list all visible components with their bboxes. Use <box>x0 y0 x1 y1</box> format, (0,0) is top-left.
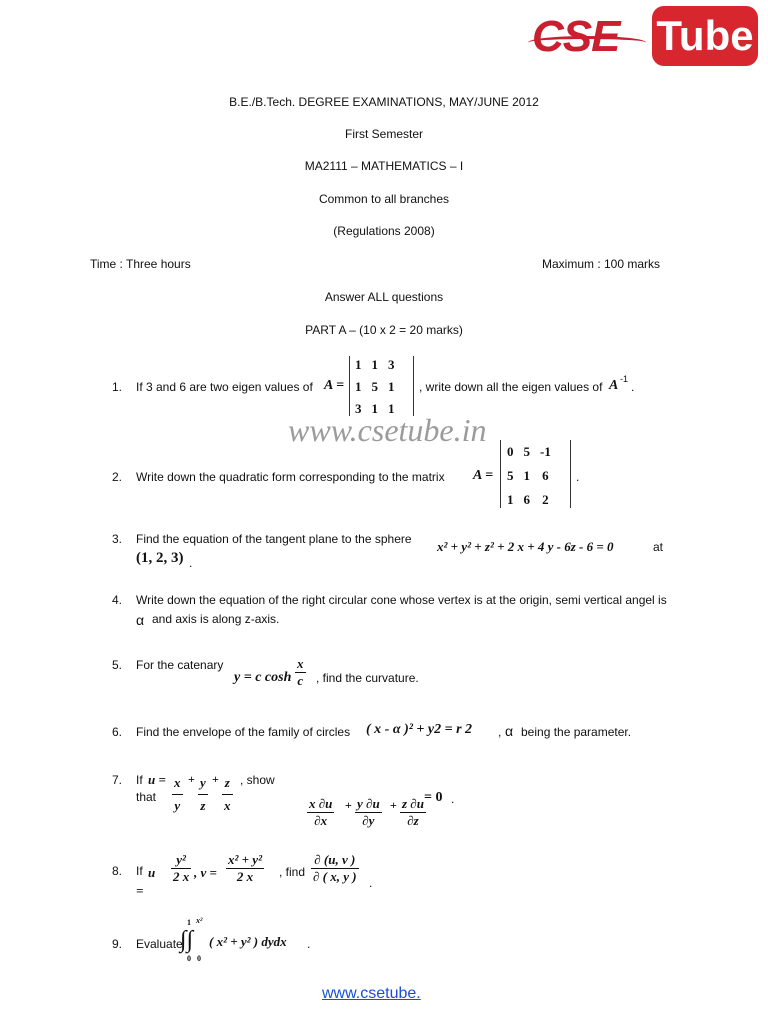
question-text: Find the envelope of the family of circles <box>136 725 351 739</box>
question-number: 1. <box>112 380 123 394</box>
alpha-symbol: α <box>136 612 145 628</box>
plus-sign: + <box>212 772 219 786</box>
evaluate-word: Evaluate <box>136 937 183 951</box>
at-word: at <box>653 540 664 554</box>
instruction: Answer ALL questions <box>324 290 444 304</box>
term-x-du-dx: $\frac{x \partial u}{\partial x}$ <box>309 796 333 828</box>
course-code: MA2111 – MATHEMATICS – I <box>304 159 464 173</box>
upper-limit-inner: x² <box>196 916 203 925</box>
question-text: For the catenary <box>136 658 224 672</box>
punctuation: . <box>576 470 580 484</box>
matrix-lhs: A = <box>324 378 345 393</box>
punctuation: . <box>369 876 373 890</box>
part-heading: PART A – (10 x 2 = 20 marks) <box>305 323 463 337</box>
plus-sign: + <box>390 798 397 812</box>
question-text: If 3 and 6 are two eigen values of <box>136 380 313 394</box>
u-equals: u = <box>136 865 156 898</box>
lower-limit-inner: 0 <box>197 954 201 963</box>
logo-tube-badge: Tube <box>652 6 758 66</box>
if-word: If <box>136 773 143 787</box>
find-word: , find <box>279 865 306 879</box>
question-number: 6. <box>112 725 123 739</box>
logo-cse-text: CSE <box>532 12 620 61</box>
integrand: ( x² + y² ) dydx <box>209 934 287 949</box>
exam-time: Time : Three hours <box>90 257 191 271</box>
catenary-equation: y = c cosh <box>234 670 292 685</box>
term-z-du-dz: $\frac{z \partial u}{\partial z}$ <box>402 796 424 828</box>
circle-equation: ( x - α )² + y2 = r 2 <box>366 722 473 737</box>
question-number: 4. <box>112 593 123 607</box>
question-number: 9. <box>112 937 123 951</box>
upper-limit-outer: 1 <box>187 918 191 927</box>
fraction-z-over-x: $\frac{z}{x}$ <box>222 772 233 817</box>
if-word: If <box>136 864 143 878</box>
csetube-logo <box>532 6 762 68</box>
jacobian: $\frac{\partial (u, v )}{\partial ( x, y )}$ <box>313 852 357 884</box>
semester: First Semester <box>344 127 423 141</box>
term-y-du-dy: $\frac{y \partial u}{\partial y}$ <box>357 796 380 828</box>
matrix-lhs: A = <box>473 468 494 483</box>
question-text: Write down the equation of the right circular cone whose vertex is at the origin, semi vertical angel is <box>136 593 667 607</box>
question-text-continued: and axis is along z-axis. <box>152 612 280 626</box>
question-text-continued: , find the curvature. <box>316 671 419 685</box>
fraction-y2-over-2x: $\frac{\text{y²}}{2 x}$ <box>173 852 190 884</box>
maximum-marks: Maximum : 100 marks <box>542 257 661 271</box>
right-bracket <box>413 356 414 416</box>
fraction-x-over-y: $\frac{x}{y}$ <box>172 772 183 817</box>
u-equals: u = <box>148 772 166 787</box>
v-equals: , v = <box>194 865 217 880</box>
question-number: 2. <box>112 470 123 484</box>
comma: , <box>498 725 502 739</box>
regulations: (Regulations 2008) <box>333 224 435 238</box>
matrix-a: 1 1 3 1 5 1 3 1 1 <box>355 357 395 416</box>
common-to: Common to all branches <box>318 192 450 206</box>
inverse-symbol: A <box>609 378 619 393</box>
question-text: Write down the quadratic form corresponding to the matrix <box>136 470 445 484</box>
plus-sign: + <box>188 772 195 786</box>
fraction-x2-plus-y2-over-2x: $\frac{\text{x² + y²}}{2 x}$ <box>228 852 262 884</box>
question-number: 3. <box>112 532 123 546</box>
punctuation: . <box>451 792 455 806</box>
matrix-a: 0 5 -1 5 1 6 1 6 2 <box>507 444 551 507</box>
sphere-equation: x² + y² + z² + 2 x + 4 y - 6z - 6 = 0 <box>437 539 614 554</box>
right-bracket <box>570 440 571 508</box>
left-bracket <box>500 440 501 508</box>
inverse-exponent: -1 <box>620 374 629 384</box>
question-text-continued: , write down all the eigen values of <box>419 380 603 394</box>
punctuation: . <box>307 937 311 951</box>
fraction-x-over-c: $\frac{x}{c}$ <box>297 656 304 688</box>
that-word: that <box>136 790 157 804</box>
question-number: 7. <box>112 773 123 787</box>
exam-title: B.E./B.Tech. DEGREE EXAMINATIONS, MAY/JUNE 2012 <box>229 95 539 109</box>
question-text: Find the equation of the tangent plane to the sphere <box>136 532 412 546</box>
question-number: 5. <box>112 658 123 672</box>
plus-sign: + <box>345 798 352 812</box>
alpha-symbol: α <box>505 723 514 739</box>
punctuation: . <box>631 380 635 394</box>
question-number: 8. <box>112 864 123 878</box>
question-text-continued: being the parameter. <box>521 725 632 739</box>
equals-zero: = 0 <box>424 790 443 805</box>
lower-limit-outer: 0 <box>187 954 191 963</box>
footer-website-link[interactable]: www.csetube. <box>322 985 421 1002</box>
show-word: , show <box>240 773 275 787</box>
point: (1, 2, 3) <box>136 550 184 566</box>
fraction-y-over-z: $\frac{y}{z}$ <box>198 772 208 817</box>
watermark-url: www.csetube.in <box>288 412 487 448</box>
punctuation: . <box>189 556 193 570</box>
integral-sign: ∫∫ <box>180 927 194 953</box>
